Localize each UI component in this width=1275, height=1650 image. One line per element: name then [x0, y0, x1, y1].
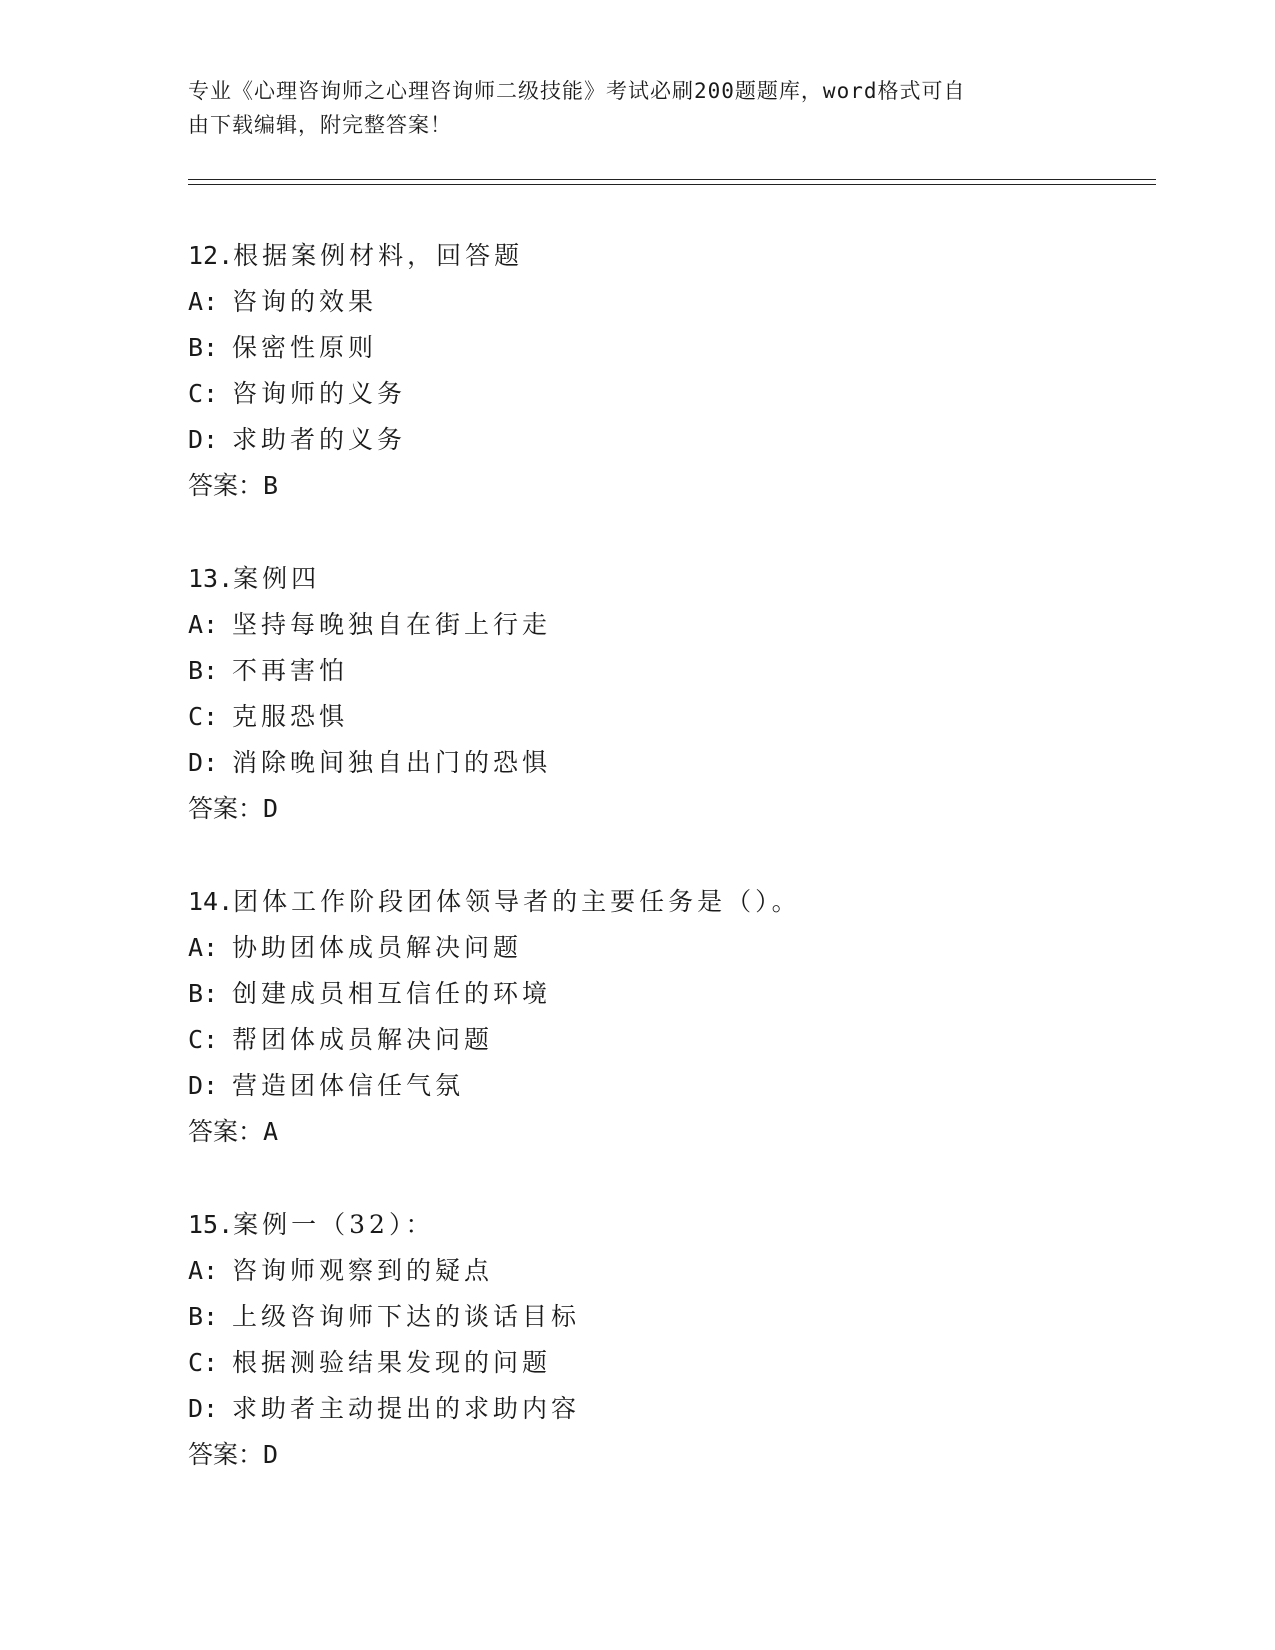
option-letter: C: [188, 1025, 219, 1054]
answer-label: 答案： [188, 794, 264, 823]
option-letter: D: [188, 1394, 219, 1423]
answer-line [188, 786, 1148, 832]
option-c [188, 1017, 1148, 1063]
option-letter: C: [188, 379, 219, 408]
option-text: 创建成员相互信任的环境 [232, 979, 552, 1008]
option-c [188, 1340, 1148, 1386]
option-b [188, 325, 1148, 371]
question-number: 13. [188, 564, 234, 593]
question-14 [188, 879, 1148, 1155]
option-letter: B: [188, 333, 219, 362]
option-a [188, 1248, 1148, 1294]
question-text: 根据案例材料，回答题 [233, 241, 524, 270]
answer-label: 答案： [188, 1117, 264, 1146]
option-letter: D: [188, 425, 219, 454]
question-text: 团体工作阶段团体领导者的主要任务是（）。 [233, 887, 801, 916]
header-line-1: 专业《心理咨询师之心理咨询师二级技能》考试必刷200题题库，word格式可自 [188, 79, 966, 103]
option-text: 营造团体信任气氛 [232, 1071, 465, 1100]
option-letter: C: [188, 1348, 219, 1377]
option-letter: B: [188, 656, 219, 685]
option-c [188, 371, 1148, 417]
option-text: 消除晚间独自出门的恐惧 [232, 748, 552, 777]
option-letter: A: [188, 287, 219, 316]
question-stem [188, 879, 1148, 925]
option-a [188, 602, 1148, 648]
option-a [188, 279, 1148, 325]
option-letter: B: [188, 979, 219, 1008]
answer-value: B [263, 471, 279, 500]
option-d [188, 740, 1148, 786]
option-letter: D: [188, 748, 219, 777]
answer-value: D [263, 794, 279, 823]
answer-label: 答案： [188, 1440, 264, 1469]
answer-value: A [263, 1117, 279, 1146]
option-text: 咨询师的义务 [232, 379, 407, 408]
document-header [188, 74, 1068, 142]
option-text: 协助团体成员解决问题 [232, 933, 523, 962]
option-letter: C: [188, 702, 219, 731]
option-text: 不再害怕 [232, 656, 349, 685]
option-b [188, 971, 1148, 1017]
question-number: 14. [188, 887, 234, 916]
option-d [188, 1386, 1148, 1432]
option-text: 咨询的效果 [232, 287, 378, 316]
option-letter: A: [188, 610, 219, 639]
option-text: 保密性原则 [232, 333, 378, 362]
option-b [188, 1294, 1148, 1340]
question-number: 15. [188, 1210, 234, 1239]
option-letter: A: [188, 1256, 219, 1285]
option-letter: D: [188, 1071, 219, 1100]
question-stem [188, 1202, 1148, 1248]
question-text: 案例一（32）： [233, 1210, 435, 1239]
answer-value: D [263, 1440, 279, 1469]
option-a [188, 925, 1148, 971]
answer-line [188, 463, 1148, 509]
option-text: 克服恐惧 [232, 702, 349, 731]
option-text: 帮团体成员解决问题 [232, 1025, 494, 1054]
option-text: 坚持每晚独自在街上行走 [232, 610, 552, 639]
answer-line [188, 1432, 1148, 1478]
question-15 [188, 1202, 1148, 1478]
header-divider-bottom [188, 184, 1156, 185]
option-text: 求助者主动提出的求助内容 [232, 1394, 581, 1423]
option-text: 咨询师观察到的疑点 [232, 1256, 494, 1285]
option-text: 求助者的义务 [232, 425, 407, 454]
option-text: 根据测验结果发现的问题 [232, 1348, 552, 1377]
question-stem [188, 233, 1148, 279]
option-text: 上级咨询师下达的谈话目标 [232, 1302, 581, 1331]
option-letter: B: [188, 1302, 219, 1331]
option-d [188, 417, 1148, 463]
question-12 [188, 233, 1148, 509]
question-stem [188, 556, 1148, 602]
question-list [188, 233, 1148, 1525]
option-b [188, 648, 1148, 694]
question-number: 12. [188, 241, 234, 270]
question-text: 案例四 [233, 564, 321, 593]
header-line-2: 由下载编辑，附完整答案！ [188, 113, 452, 137]
question-13 [188, 556, 1148, 832]
answer-line [188, 1109, 1148, 1155]
option-d [188, 1063, 1148, 1109]
option-c [188, 694, 1148, 740]
option-letter: A: [188, 933, 219, 962]
answer-label: 答案： [188, 471, 264, 500]
header-divider-top [188, 179, 1156, 180]
